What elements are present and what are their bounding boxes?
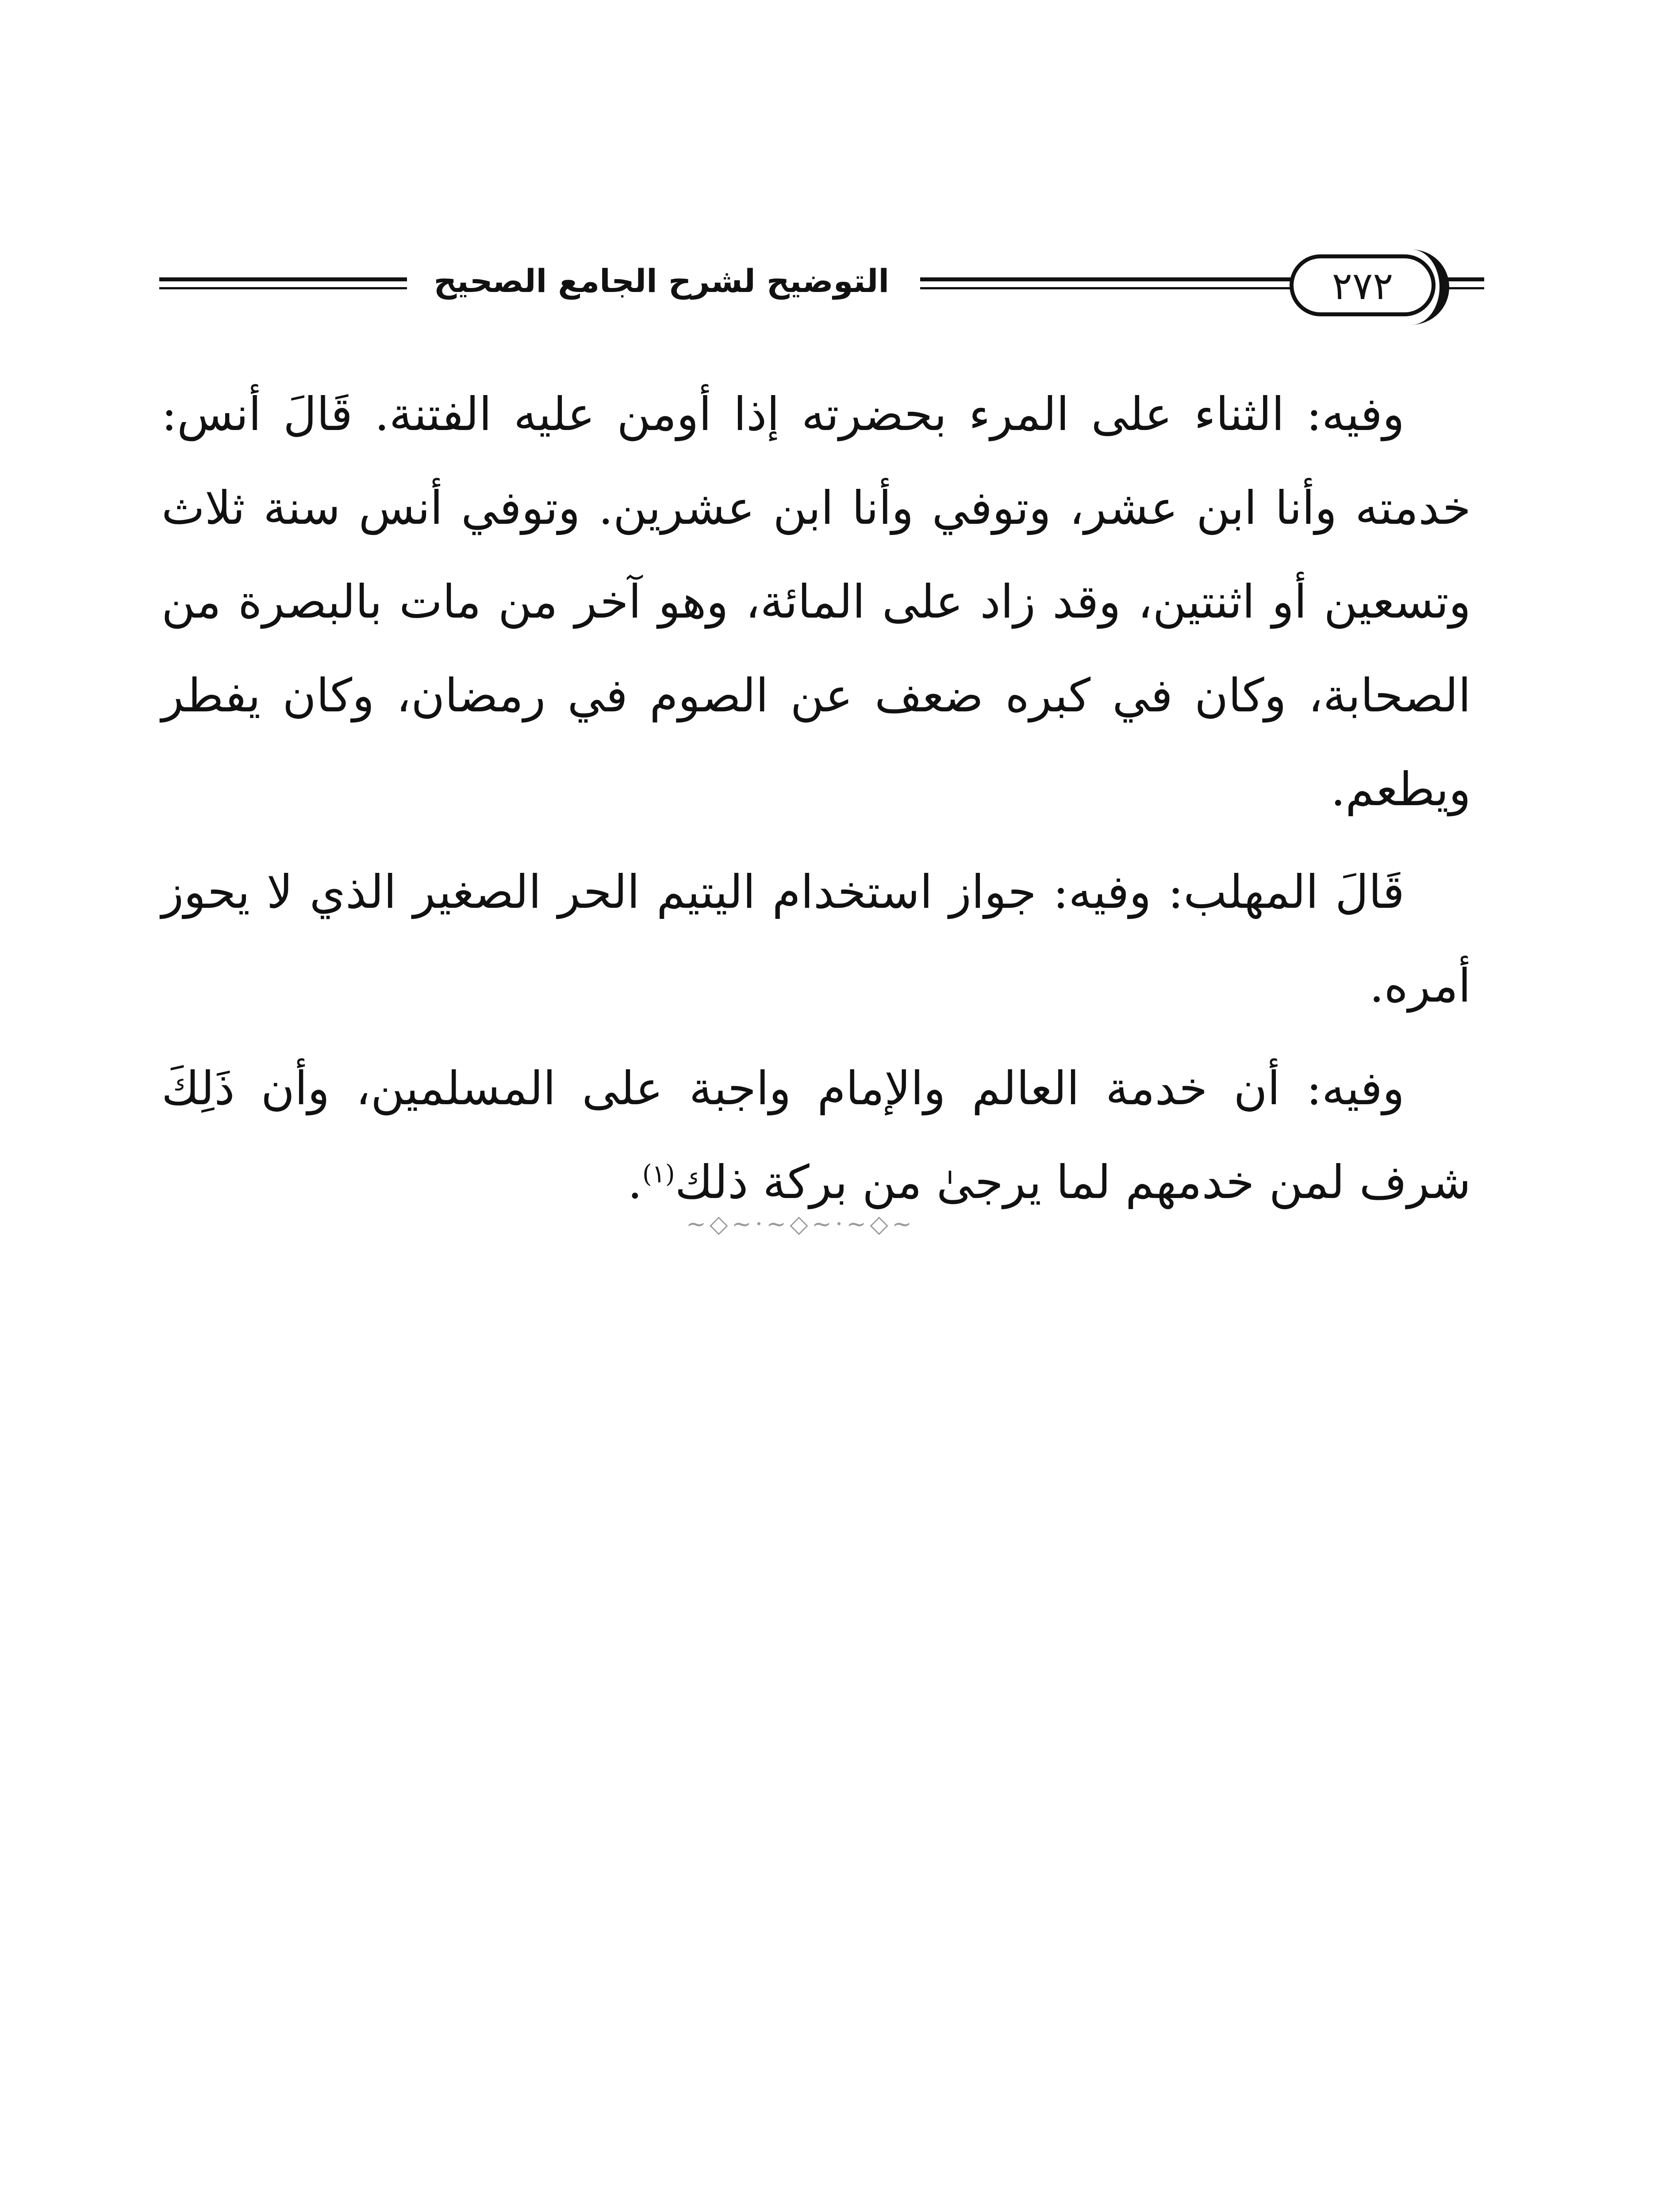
- main-text: [161, 367, 1471, 1229]
- header-rule-right: [1442, 277, 1484, 281]
- page-number-badge: [1290, 254, 1436, 316]
- running-header: [159, 241, 1484, 321]
- paragraph: [161, 367, 1471, 836]
- header-rule-middle-lower: [920, 287, 1294, 289]
- paragraph-text: وفيه: أن خدمة العالم والإمام واجبة على المسلمين، وأن ذَلِكَ شرف لمن خدمهم لما يرجىٰ من بركة ذلك: [161, 1061, 1471, 1209]
- section-separator-ornament: ~◇~·~◇~·~◇~: [686, 1210, 916, 1238]
- header-rule-left: [159, 277, 407, 281]
- header-rule-left-lower: [159, 287, 407, 289]
- footnote-reference[interactable]: (١): [642, 1160, 675, 1189]
- header-rule-middle: [920, 277, 1294, 281]
- ending-period: .: [627, 1155, 642, 1209]
- paragraph: [161, 845, 1471, 1033]
- book-title: التوضيح لشرح الجامع الصحيح: [434, 262, 889, 300]
- paragraph-text: وفيه: الثناء على المرء بحضرته إذا أومن عليه الفتنة. قَالَ أنس: خدمته وأنا ابن عشر، وتوفي وأنا ابن عشرين. وتوفي أنس سنة ثلاث وتسعين أو اثنتين، وقد زاد على المائة، وهو آخر من مات بالبصرة من الصحابة، وكان في كبره ضعف عن الصوم في رمضان، وكان يفطر ويطعم.: [161, 387, 1471, 816]
- page-number: ٢٧٢: [1332, 264, 1394, 308]
- paragraph: [161, 1041, 1471, 1229]
- paragraph-text: قَالَ المهلب: وفيه: جواز استخدام اليتيم الحر الصغير الذي لا يحوز أمره.: [161, 865, 1471, 1013]
- header-rule-right-lower: [1442, 287, 1484, 289]
